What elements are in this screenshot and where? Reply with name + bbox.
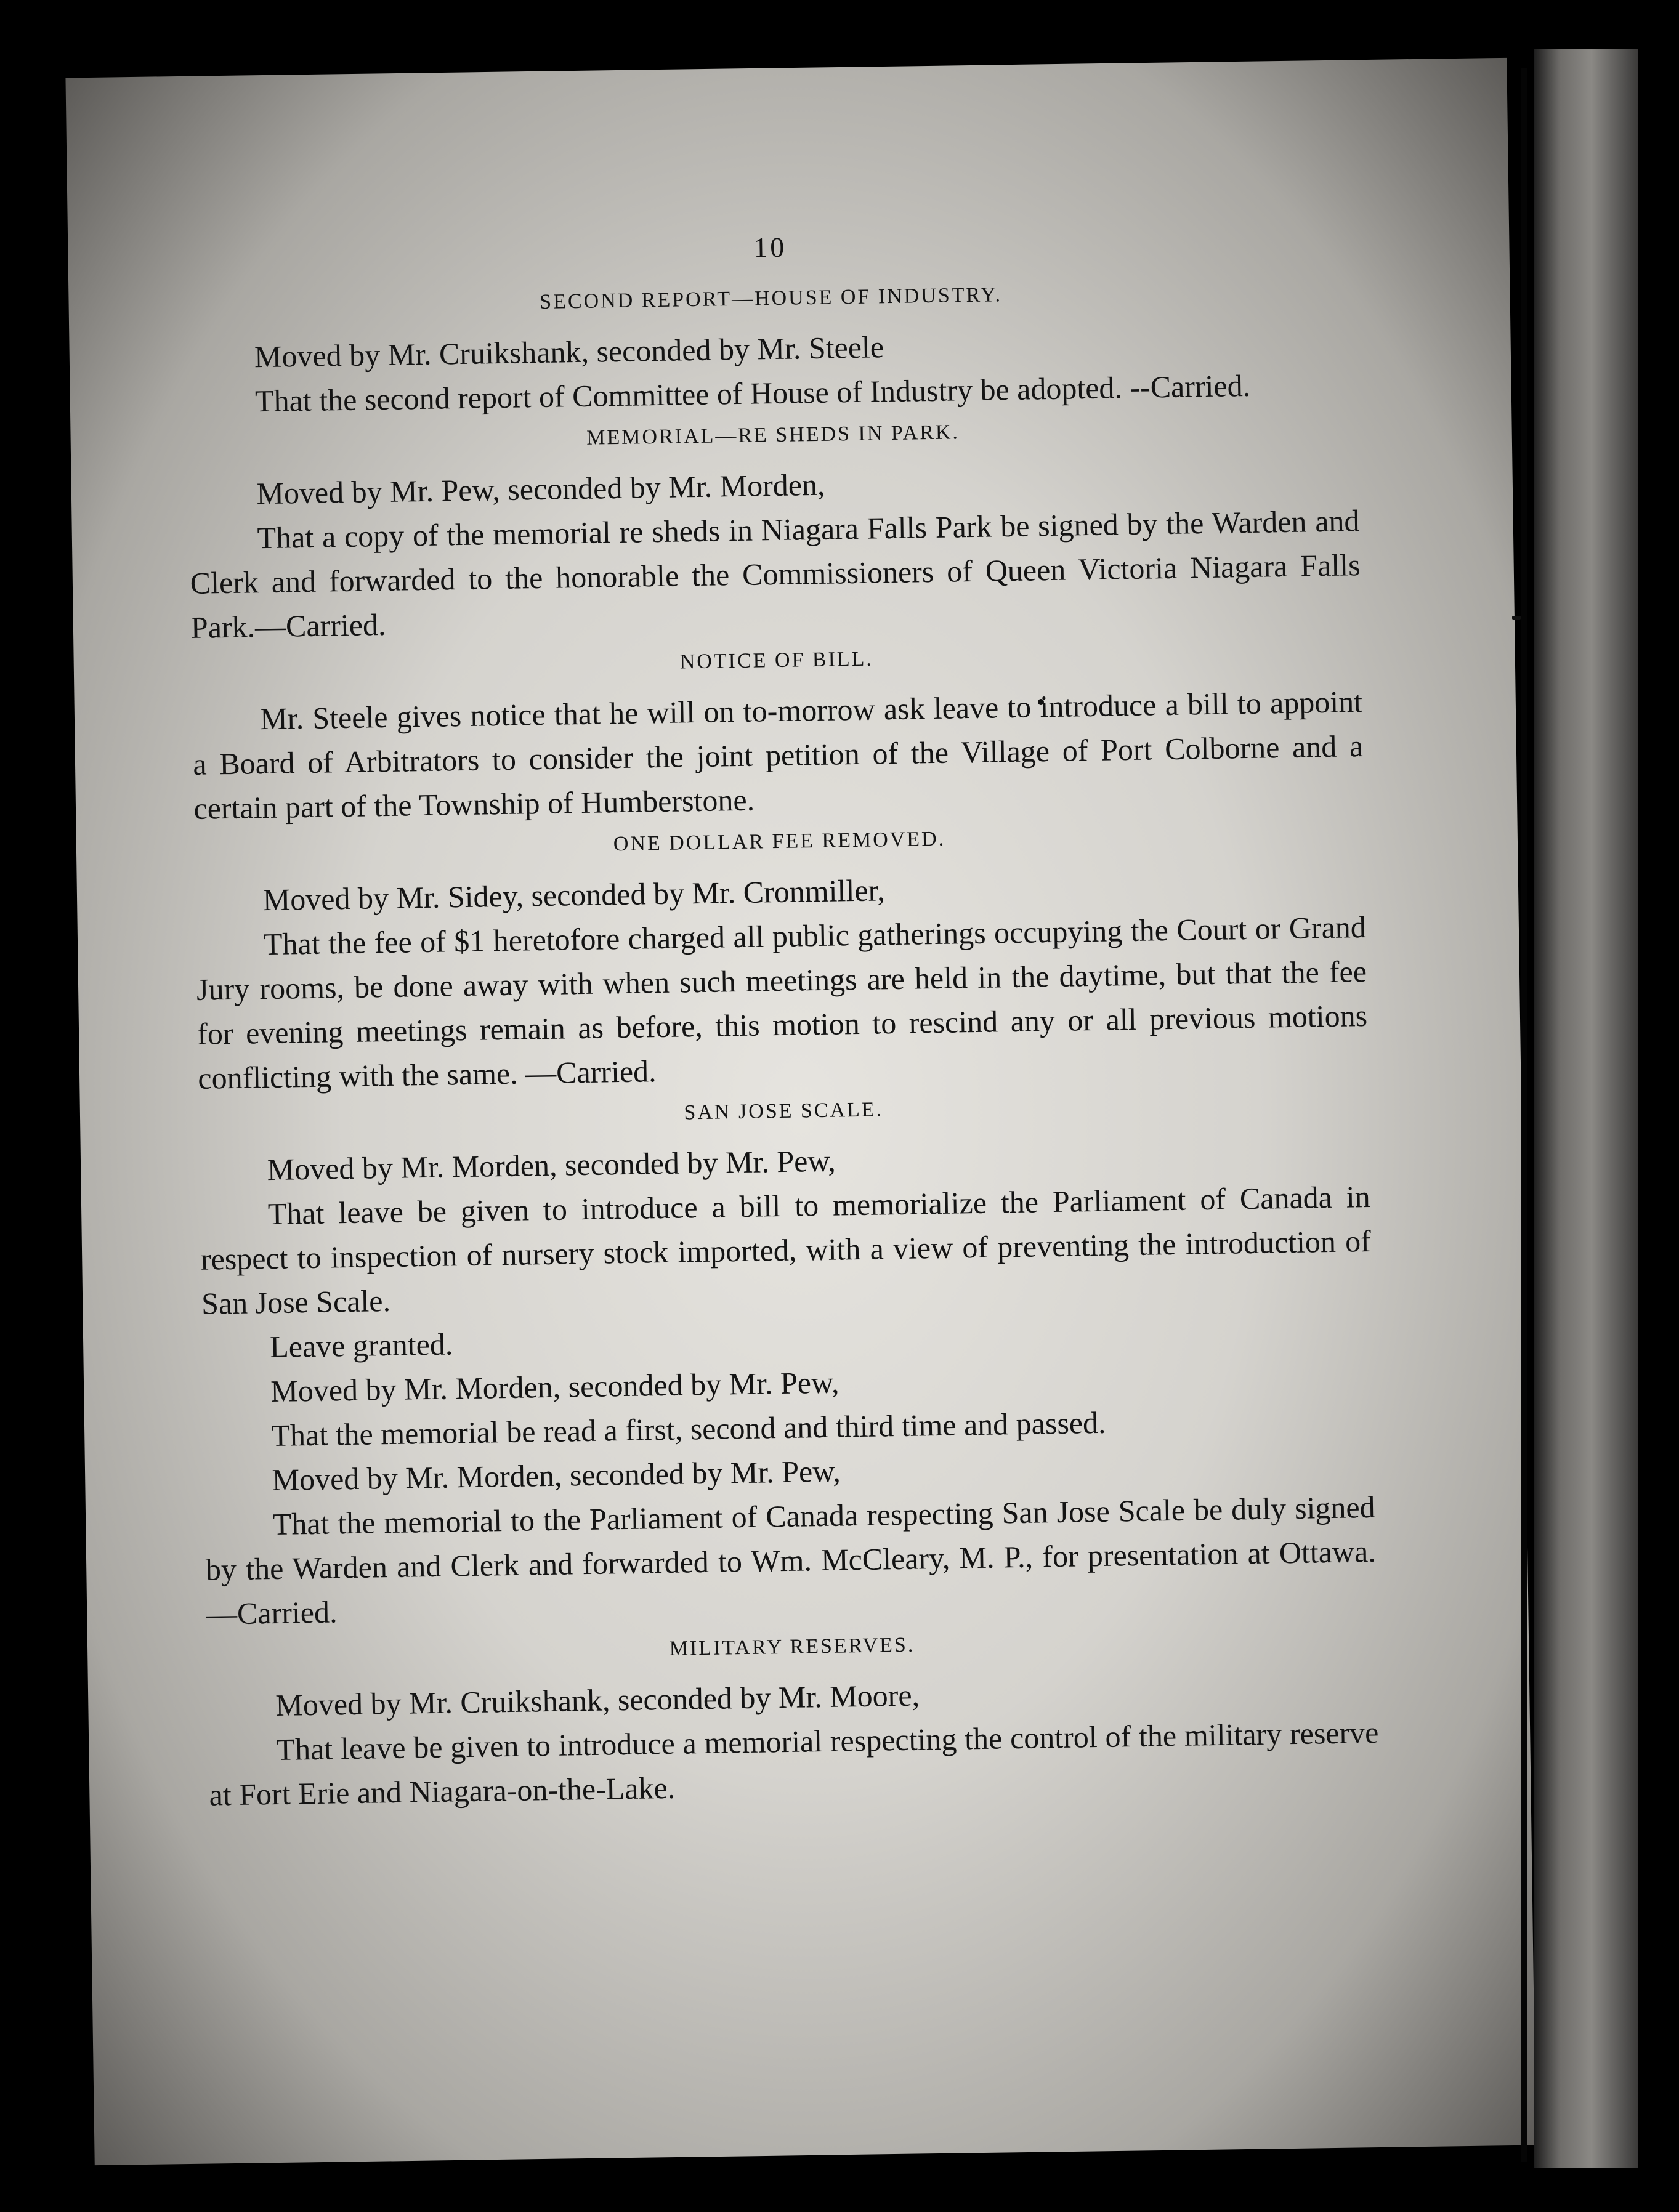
motion-text: That the memorial be read a first, second and third time and passed. xyxy=(271,1405,1106,1453)
document-text xyxy=(185,222,1380,1817)
section-heading: MILITARY RESERVES. xyxy=(669,1633,915,1660)
motion-result: Leave granted. xyxy=(269,1326,453,1365)
motion-text: That the memorial to the Parliament of Canada respecting San Jose Scale be duly signed by the Warden and Clerk and forwarded to Wm. McCleary, M. P., for presentation at Ottawa.—Carried. xyxy=(205,1489,1377,1631)
motion-line: Moved by Mr. Morden, seconded by Mr. Pew, xyxy=(272,1453,841,1498)
motion-line: Moved by Mr. Morden, seconded by Mr. Pew, xyxy=(267,1143,836,1187)
section-heading: ONE DOLLAR FEE REMOVED. xyxy=(613,827,946,856)
page-number: 10 xyxy=(753,231,787,264)
section-heading: SAN JOSE SCALE. xyxy=(684,1098,884,1124)
motion-line: Moved by Mr. Cruikshank, seconded by Mr. Steele xyxy=(254,329,884,374)
motion-text: That the fee of $1 heretofore charged all public gatherings occupying the Court or Grand Jury rooms, be done away with when such meetings are held in the daytime, but that the fee for evening meetings remain as before, this motion to rescind any or all previous motions conflicting with the same. —Carried. xyxy=(196,910,1368,1096)
motion-line: Moved by Mr. Cruikshank, seconded by Mr. Moore, xyxy=(275,1677,920,1722)
page-edge-shadow xyxy=(1521,68,1527,2162)
motion-text: That leave be given to introduce a memorial respecting the control of the military reserve at Fort Erie and Niagara-on-the-Lake. xyxy=(209,1714,1379,1812)
notice-text: Mr. Steele gives notice that he will on to-morrow ask leave to introduce a bill to appoint a Board of Arbitrators to consider the joint petition of the Village of Port Colborne and a certain part of the Township of Humberstone. xyxy=(192,684,1364,826)
section-heading: NOTICE OF BILL. xyxy=(679,647,874,674)
motion-line: Moved by Mr. Morden, seconded by Mr. Pew, xyxy=(270,1365,839,1409)
section-heading: SECOND REPORT—HOUSE OF INDUSTRY. xyxy=(539,283,1003,313)
motion-text: That leave be given to introduce a bill to memorialize the Parliament of Canada in respect to inspection of nursery stock imported, with a view of preventing the introduction of San Jose Scale. xyxy=(200,1179,1372,1321)
ink-speck xyxy=(1512,616,1521,620)
motion-line: Moved by Mr. Sidey, seconded by Mr. Cronmiller, xyxy=(262,873,886,918)
adjacent-page-strip xyxy=(1534,49,1638,2168)
section-heading: MEMORIAL—RE SHEDS IN PARK. xyxy=(586,421,960,450)
motion-text: That a copy of the memorial re sheds in Niagara Falls Park be signed by the Warden and Clerk and forwarded to the honorable the Commissioners of Queen Victoria Niagara Falls Park.—Carried. xyxy=(190,503,1361,645)
motion-line: Moved by Mr. Pew, seconded by Mr. Morden, xyxy=(256,467,825,511)
motion-text: That the second report of Committee of House of Industry be adopted. --Carried. xyxy=(254,368,1251,419)
